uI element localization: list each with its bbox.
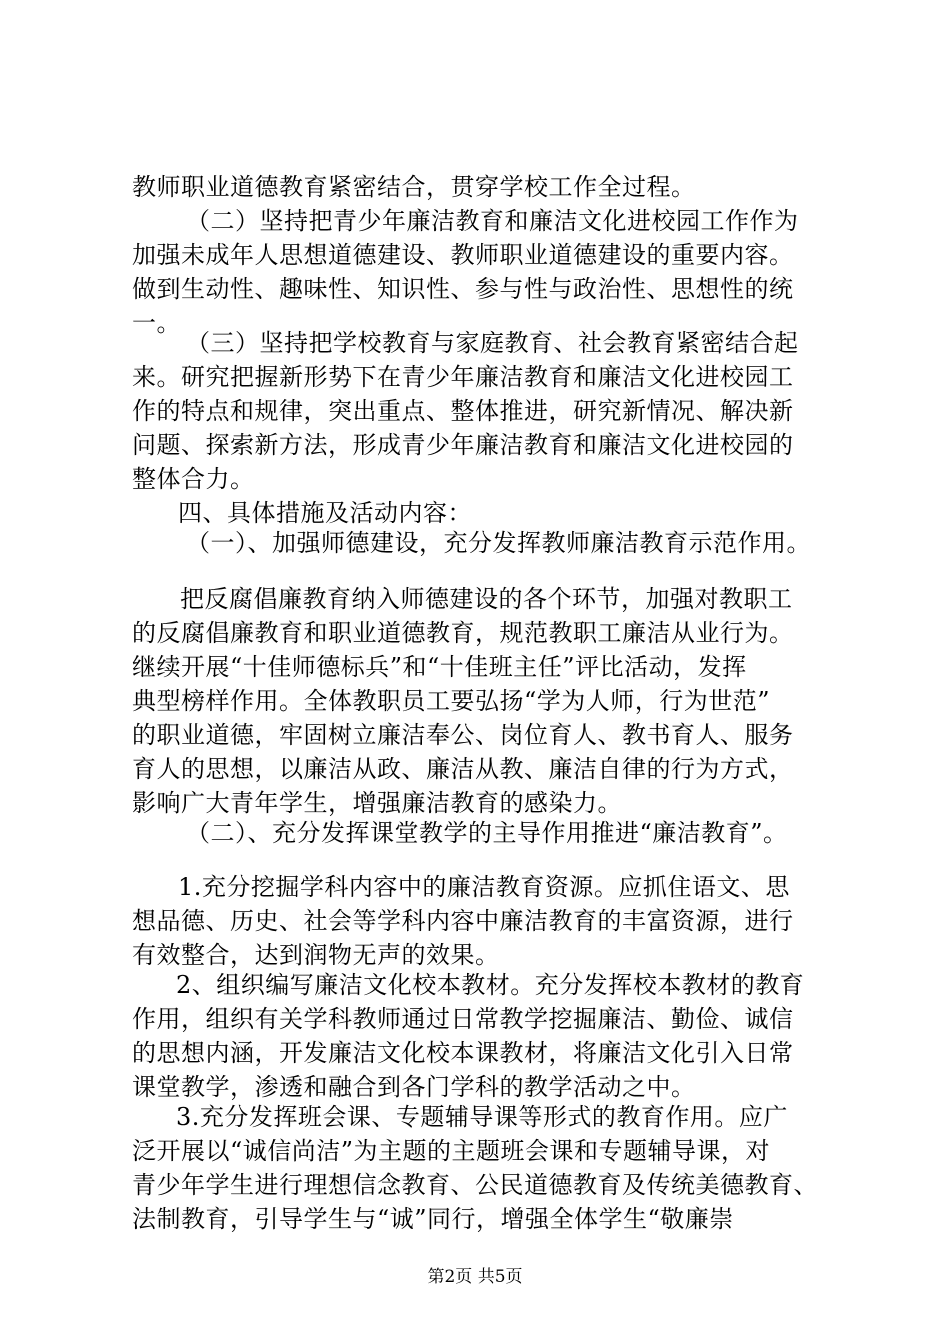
text-line: 来。研究把握新形势下在青少年廉洁教育和廉洁文化进校园工 (132, 363, 794, 391)
text-line: （三）坚持把学校教育与家庭教育、社会教育紧密结合起 (186, 329, 799, 357)
text-line: 1.充分挖掘学科内容中的廉洁教育资源。应抓住语文、思 (178, 873, 790, 901)
text-line: 作的特点和规律，突出重点、整体推进，研究新情况、解决新 (132, 397, 794, 425)
text-line: 想品德、历史、社会等学科内容中廉洁教育的丰富资源，进行 (132, 907, 794, 935)
text-line: 整体合力。 (132, 465, 255, 493)
text-line: 2、组织编写廉洁文化校本教材。充分发挥校本教材的教育 (176, 971, 805, 999)
text-line: 法制教育，引导学生与“诚”同行，增强全体学生“敬廉崇 (132, 1205, 734, 1233)
text-line: 继续开展“十佳师德标兵”和“十佳班主任”评比活动，发挥 (132, 653, 747, 681)
text-line: 的思想内涵，开发廉洁文化校本课教材，将廉洁文化引入日常 (132, 1039, 794, 1067)
text-line: 一。 (132, 309, 181, 337)
text-line: 影响广大青年学生，增强廉洁教育的感染力。 (132, 789, 622, 817)
text-line: 教师职业道德教育紧密结合，贯穿学校工作全过程。 (132, 173, 696, 201)
text-line: 作用，组织有关学科教师通过日常教学挖掘廉洁、勤俭、诚信 (132, 1005, 794, 1033)
text-line: 3.充分发挥班会课、专题辅导课等形式的教育作用。应广 (176, 1103, 788, 1131)
text-line: 问题、探索新方法，形成青少年廉洁教育和廉洁文化进校园的 (132, 431, 794, 459)
text-line: 育人的思想，以廉洁从政、廉洁从教、廉洁自律的行为方式， (132, 755, 794, 783)
text-line: 加强未成年人思想道德建设、教师职业道德建设的重要内容。 (132, 241, 794, 269)
text-line: （二）坚持把青少年廉洁教育和廉洁文化进校园工作作为 (186, 207, 799, 235)
text-line: 青少年学生进行理想信念教育、公民道德教育及传统美德教育、 (132, 1171, 818, 1199)
page-number-footer: 第2页 共5页 (427, 1267, 523, 1287)
subsection-heading: （一）、加强师德建设，充分发挥教师廉洁教育示范作用。 (186, 529, 811, 557)
text-line: 做到生动性、趣味性、知识性、参与性与政治性、思想性的统 (132, 275, 794, 303)
text-line: 的反腐倡廉教育和职业道德教育，规范教职工廉洁从业行为。 (132, 619, 794, 647)
text-line: 的职业道德，牢固树立廉洁奉公、岗位育人、教书育人、服务 (132, 721, 794, 749)
text-line: 课堂教学，渗透和融合到各门学科的教学活动之中。 (132, 1073, 696, 1101)
text-line: 泛开展以“诚信尚洁”为主题的主题班会课和专题辅导课，对 (132, 1137, 771, 1165)
text-line: 有效整合，达到润物无声的效果。 (132, 941, 500, 969)
subsection-heading: （二）、充分发挥课堂教学的主导作用推进“廉洁教育”。 (186, 819, 788, 847)
text-line: 把反腐倡廉教育纳入师德建设的各个环节，加强对教职工 (180, 585, 793, 613)
section-heading: 四、具体措施及活动内容： (178, 499, 472, 527)
text-line: 典型榜样作用。全体教职员工要弘扬“学为人师，行为世范” (132, 687, 771, 715)
